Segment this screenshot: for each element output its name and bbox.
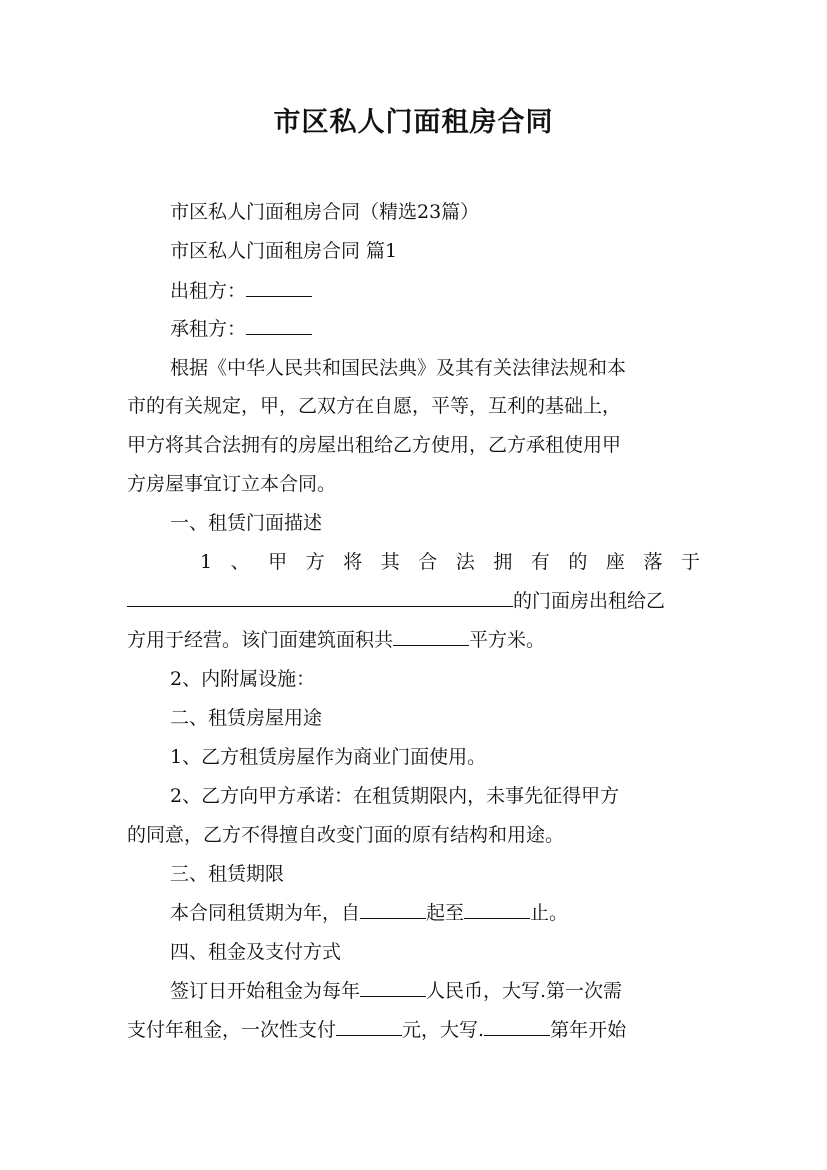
clause-heading: 一、租赁门面描述 bbox=[170, 512, 323, 534]
subtitle-line: 市区私人门面租房合同（精选23篇） bbox=[170, 201, 480, 223]
payment-text-2: 元，大写. bbox=[402, 1019, 485, 1041]
char: 的 bbox=[568, 551, 588, 573]
end-date-blank bbox=[464, 900, 530, 919]
char: 将 bbox=[343, 551, 363, 573]
section-heading-line: 市区私人门面租房合同 篇1 bbox=[170, 240, 398, 262]
area-text: 方用于经营。该门面建筑面积共 bbox=[127, 629, 394, 651]
lessee-label: 承租方： bbox=[170, 318, 247, 340]
area-line bbox=[127, 627, 545, 653]
lessor-line bbox=[170, 278, 312, 304]
rent-text: 签订日开始租金为每年 bbox=[170, 980, 361, 1002]
char: 其 bbox=[380, 551, 400, 573]
char: 方 bbox=[305, 551, 325, 573]
rent-blank bbox=[360, 978, 426, 997]
payment-blank-2 bbox=[484, 1017, 550, 1036]
char: 甲 bbox=[268, 551, 288, 573]
term-text: 本合同租赁期为年，自 bbox=[170, 902, 361, 924]
paragraph-line: 的同意，乙方不得擅自改变门面的原有结构和用途。 bbox=[127, 824, 565, 846]
paragraph-line: 2、乙方向甲方承诺：在租赁期限内，未事先征得甲方 bbox=[170, 785, 620, 807]
char: 于 bbox=[680, 551, 700, 573]
area-blank bbox=[393, 627, 469, 646]
lessor-blank bbox=[246, 278, 312, 297]
lessee-blank bbox=[246, 316, 312, 335]
location-text: 的门面房出租给乙 bbox=[513, 590, 666, 612]
clause-heading: 四、租金及支付方式 bbox=[170, 941, 342, 963]
payment-text: 支付年租金，一次性支付 bbox=[127, 1019, 337, 1041]
paragraph-line: 2、内附属设施： bbox=[170, 668, 316, 690]
char: 、 bbox=[230, 551, 250, 573]
paragraph-line: 市的有关规定，甲，乙双方在自愿，平等，互利的基础上， bbox=[127, 395, 622, 417]
area-unit: 平方米。 bbox=[469, 629, 546, 651]
lessor-label: 出租方： bbox=[170, 280, 247, 302]
justified-line bbox=[200, 549, 700, 575]
lessee-line bbox=[170, 316, 312, 342]
paragraph-line: 根据《中华人民共和国民法典》及其有关法律法规和本 bbox=[170, 357, 627, 379]
rent-line bbox=[170, 978, 622, 1004]
char: 1 bbox=[200, 551, 213, 573]
location-blank bbox=[127, 588, 513, 607]
term-end: 止。 bbox=[530, 902, 569, 924]
payment-blank bbox=[336, 1017, 402, 1036]
rent-text-2: 人民币，大写.第一次需 bbox=[426, 980, 623, 1002]
char: 法 bbox=[455, 551, 475, 573]
paragraph-line: 1、乙方租赁房屋作为商业门面使用。 bbox=[170, 746, 487, 768]
start-date-blank bbox=[360, 900, 426, 919]
paragraph-line: 甲方将其合法拥有的房屋出租给乙方使用，乙方承租使用甲 bbox=[127, 434, 622, 456]
location-line bbox=[127, 588, 665, 614]
paragraph-line: 方房屋事宜订立本合同。 bbox=[127, 473, 337, 495]
term-to: 起至 bbox=[426, 902, 465, 924]
clause-heading: 三、租赁期限 bbox=[170, 863, 285, 885]
char: 有 bbox=[530, 551, 550, 573]
char: 拥 bbox=[493, 551, 513, 573]
term-line bbox=[170, 900, 568, 926]
char: 座 bbox=[605, 551, 625, 573]
char: 合 bbox=[418, 551, 438, 573]
payment-text-3: 第年开始 bbox=[550, 1019, 627, 1041]
payment-line bbox=[127, 1017, 626, 1043]
char: 落 bbox=[643, 551, 663, 573]
clause-heading: 二、租赁房屋用途 bbox=[170, 707, 323, 729]
document-title: 市区私人门面租房合同 bbox=[273, 107, 554, 138]
